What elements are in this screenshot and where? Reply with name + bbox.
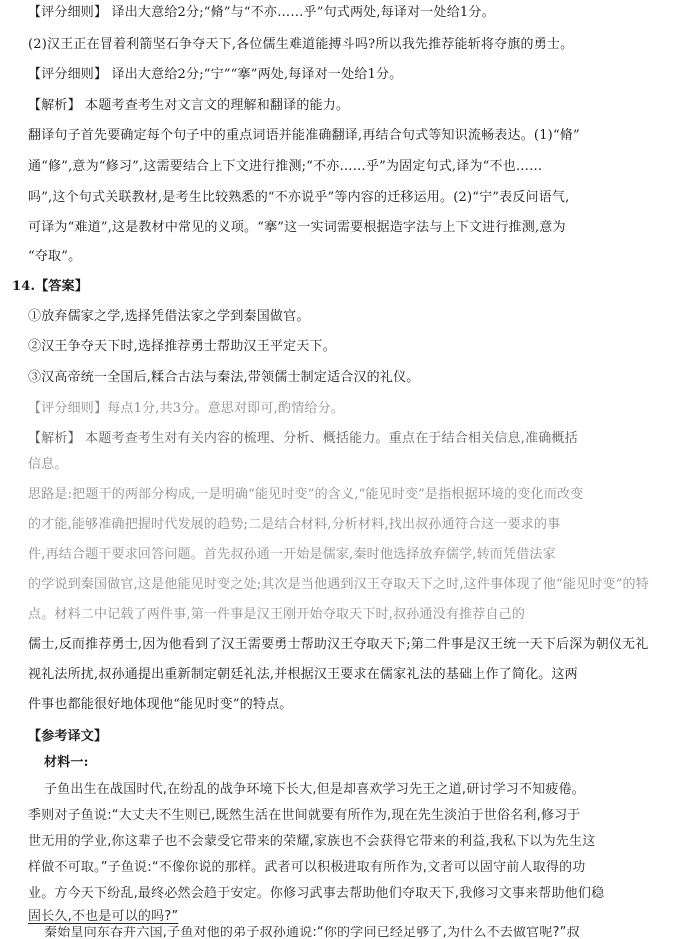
analysis-q14-line-4: 的才能,能够准确把握时代发展的趋势;二是结合材料,分析材料,找出叔孙通符合这一要求的事 bbox=[28, 517, 561, 532]
analysis-line-3: 吗”,这个句式关联教材,是考生比较熟悉的“不亦说乎”等内容的迁移运用。(2)“宁”表反问语气, bbox=[28, 190, 570, 205]
answer-point-3: ③汉高帝统一全国后,糅合古法与秦法,带领儒士制定适合汉的礼仪。 bbox=[28, 370, 420, 385]
translation-para-1-line-4: 样做不可取。”子鱼说:“不像你说的那样。武者可以积极进取有所作为,文者可以固守前人取得的功 bbox=[28, 860, 586, 875]
analysis-line-5: “夺取”。 bbox=[28, 249, 82, 264]
analysis-line-1: 翻译句子首先要确定每个句子中的重点词语并能准确翻译,再结合句式等知识流畅表达。(1)“脩” bbox=[28, 128, 580, 143]
analysis-line-4: 可译为“难道”,这是教材中常见的义项。“搴”这一实词需要根据造字法与上下文进行推测,意为 bbox=[28, 220, 566, 235]
translation-para-1-line-5: 业。方今天下纷乱,最终必然会趋于安定。你修习武事去帮助他们夺取天下,我修习文事来帮助他们稳 bbox=[28, 886, 605, 901]
scoring-rule-2: 【评分细则】 译出大意给2分;“宁”“搴”两处,每译对一处给1分。 bbox=[28, 67, 403, 82]
analysis-q14-line-6: 的学说到秦国做官,这是他能见时变之处;其次是当他遇到汉王夺取天下之时,这件事体现了他“能见时变”的特 bbox=[28, 577, 649, 592]
translation-2: (2)汉王正在冒着利箭坚石争夺天下,各位儒生难道能搏斗吗?所以我先推荐能斩将夺旗的勇士。 bbox=[28, 37, 574, 52]
reference-translation-heading: 【参考译文】 bbox=[28, 729, 108, 744]
analysis-line-2: 通“修”,意为“修习”,这需要结合上下文进行推测;“不亦……乎”为固定句式,译为“不也…… bbox=[28, 159, 543, 174]
translation-para-1-line-3: 世无用的学业,你这辈子也不会蒙受它带来的荣耀,家族也不会获得它带来的利益,我私下以为先生这 bbox=[28, 834, 596, 849]
answer-point-2: ②汉王争夺天下时,选择推荐勇士帮助汉王平定天下。 bbox=[28, 339, 336, 354]
analysis-q14-line-8: 儒士,反而推荐勇士,因为他看到了汉王需要勇士帮助汉王夺取天下;第二件事是汉王统一天下后深为朝仪无礼 bbox=[28, 637, 649, 652]
question-14-answer-heading: 14.【答案】 bbox=[12, 279, 89, 294]
analysis-q14-line-5: 件,再结合题干要求回答问题。首先叔孙通一开始是儒家,秦时他选择放弃儒学,转而凭借法家 bbox=[28, 547, 556, 562]
answer-point-1: ①放弃儒家之学,选择凭借法家之学到秦国做官。 bbox=[28, 309, 310, 324]
scoring-rule-1: 【评分细则】 译出大意给2分;“脩”与“不亦……乎”句式两处,每译对一处给1分。 bbox=[28, 5, 495, 20]
scoring-rule-3: 【评分细则】每点1分,共3分。意思对即可,酌情给分。 bbox=[28, 401, 345, 416]
translation-para-1-line-6: 固长久,不也是可以的吗?” bbox=[28, 909, 179, 924]
analysis-q14-line-10: 件事也都能很好地体现他“能见时变”的特点。 bbox=[28, 697, 293, 712]
analysis-q14-line-3: 思路是:把题干的两部分构成,一是明确“能见时变”的含义,“能见时变”是指根据环境的变化而改变 bbox=[28, 487, 584, 502]
material-one-heading: 材料一: bbox=[44, 755, 89, 770]
analysis-heading: 【解析】 本题考查考生对文言文的理解和翻译的能力。 bbox=[28, 98, 350, 113]
analysis-q14-line-9: 视礼法所扰,叔孙通提出重新制定朝廷礼法,并根据汉王要求在儒家礼法的基础上作了简化。这两 bbox=[28, 667, 578, 682]
translation-para-2-line-1: 秦始皇向东吞并六国,子鱼对他的弟子叔孙通说:“你的学问已经足够了,为什么不去做官呢?”叔 bbox=[44, 926, 580, 939]
translation-para-1-line-2: 季则对子鱼说:“大丈夫不生则已,既然生活在世间就要有所作为,现在先生淡泊于世俗名利,修习于 bbox=[28, 808, 581, 823]
analysis-q14-line-7: 点。材料二中记载了两件事,第一件事是汉王刚开始夺取天下时,叔孙通没有推荐自己的 bbox=[28, 607, 526, 622]
analysis-q14-line-2: 信息。 bbox=[28, 457, 68, 472]
translation-para-1-line-1: 子鱼出生在战国时代,在纷乱的战争环境下长大,但是却喜欢学习先王之道,研讨学习不知疲倦。 bbox=[44, 782, 585, 797]
analysis-q14-line-1: 【解析】 本题考查考生对有关内容的梳理、分析、概括能力。重点在于结合相关信息,准确概括 bbox=[28, 431, 578, 446]
